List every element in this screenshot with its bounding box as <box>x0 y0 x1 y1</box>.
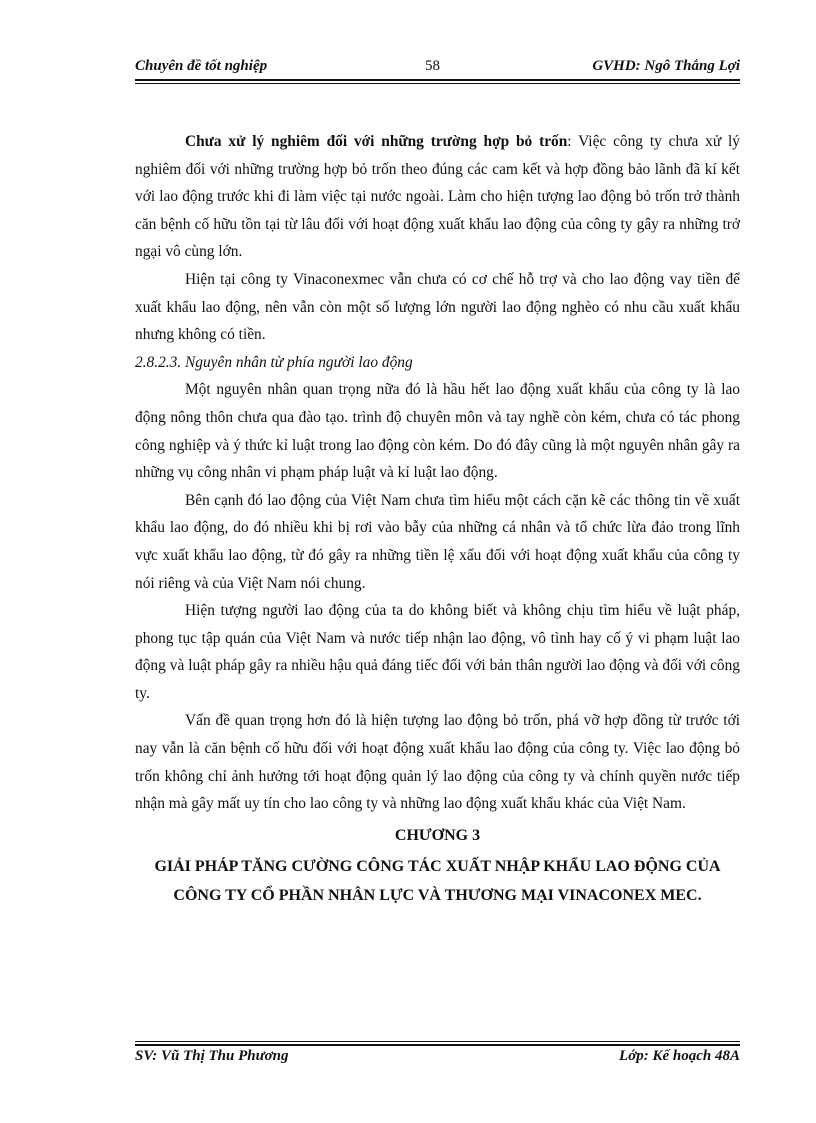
paragraph-2: Hiện tại công ty Vinaconexmec vẫn chưa có cơ chế hỗ trợ và cho lao động vay tiền để xuất khẩu lao động, nên vẫn còn một số lượng lớn người lao động nghèo có nhu cầu xuất khẩu nhưng không có tiền. <box>135 270 740 344</box>
paragraph-6: Vấn đề quan trọng hơn đó là hiện tượng lao động bỏ trốn, phá vỡ hợp đồng từ trước tới nay vẫn là căn bệnh cố hữu đối với hoạt động xuất khẩu lao động của công ty. Việc lao động bỏ trốn không chỉ ảnh hưởng tới hoạt động quản lý lao động của công ty và chính quyền nước tiếp nhận mà gây mất uy tín cho lao công ty và những lao động xuất khẩu khác của Việt Nam. <box>135 712 740 813</box>
paragraph-4: Bên cạnh đó lao động của Việt Nam chưa tìm hiểu một cách cặn kẽ các thông tin về xuất khẩu lao động, do đó nhiều khi bị rơi vào bẫy của những cá nhân và tổ chức lừa đảo trong lĩnh vực xuất khẩu lao động, từ đó gây ra những tiền lệ xấu đối với hoạt động xuất khẩu của công ty nói riêng và của Việt Nam nói chung. <box>135 491 740 592</box>
paragraph-1-text: : Việc công ty chưa xử lý nghiêm đối với những trường hợp bỏ trốn theo đúng các cam kết và hợp đồng bảo lãnh đã kí kết với lao động trước khi đi làm việc tại nước ngoài. Làm cho hiện tượng lao động bỏ trốn trở thành căn bệnh cố hữu tồn tại từ lâu đối với hoạt động xuất khẩu lao động của công ty gây ra những trở ngại vô cùng lớn. <box>135 133 740 261</box>
header-document-type: Chuyên đề tốt nghiệp <box>135 58 268 74</box>
page-header <box>135 56 740 80</box>
footer-rule <box>135 1044 740 1046</box>
footer-rule-thin <box>135 1041 740 1042</box>
paragraph-3: Một nguyên nhân quan trọng nữa đó là hầu hết lao động xuất khẩu của công ty là lao động nông thôn chưa qua đào tạo. trình độ chuyên môn và tay nghề còn kém, chưa có tác phong công nghiệp và ý thức kỉ luật trong lao động còn kém. Do đó đây cũng là một nguyên nhân gây ra những vụ công nhân vi phạm pháp luật và kỉ luật lao động. <box>135 381 740 482</box>
footer-student: SV: Vũ Thị Thu Phương <box>135 1048 289 1064</box>
page-number: 58 <box>425 58 440 74</box>
paragraph-1-lead: Chưa xử lý nghiêm đối với những trường hợp bỏ trốn <box>185 133 568 150</box>
page-footer <box>135 1048 740 1072</box>
header-rule <box>135 79 740 81</box>
footer-class: Lớp: Kế hoạch 48A <box>619 1048 740 1064</box>
page-body <box>135 128 740 910</box>
paragraph-5: Hiện tượng người lao động của ta do không biết và không chịu tìm hiểu về luật pháp, phong tục tập quán của Việt Nam và nước tiếp nhận lao động, vô tình hay cố ý vi phạm luật lao động và luật pháp gây ra nhiều hậu quả đáng tiếc đối với bản thân người lao động và đối với công ty. <box>135 602 740 702</box>
header-advisor: GVHD: Ngô Thắng Lợi <box>592 58 740 74</box>
section-subheading: 2.8.2.3. Nguyên nhân từ phía người lao động <box>135 353 413 371</box>
chapter-title: GIẢI PHÁP TĂNG CƯỜNG CÔNG TÁC XUẤT NHẬP KHẨU LAO ĐỘNG CỦA CÔNG TY CỔ PHẦN NHÂN LỰC VÀ THƯƠNG MẠI VINACONEX MEC. <box>154 857 721 904</box>
header-rule-thin <box>135 83 740 84</box>
chapter-number: CHƯƠNG 3 <box>394 826 481 844</box>
paragraph-1 <box>135 128 740 266</box>
